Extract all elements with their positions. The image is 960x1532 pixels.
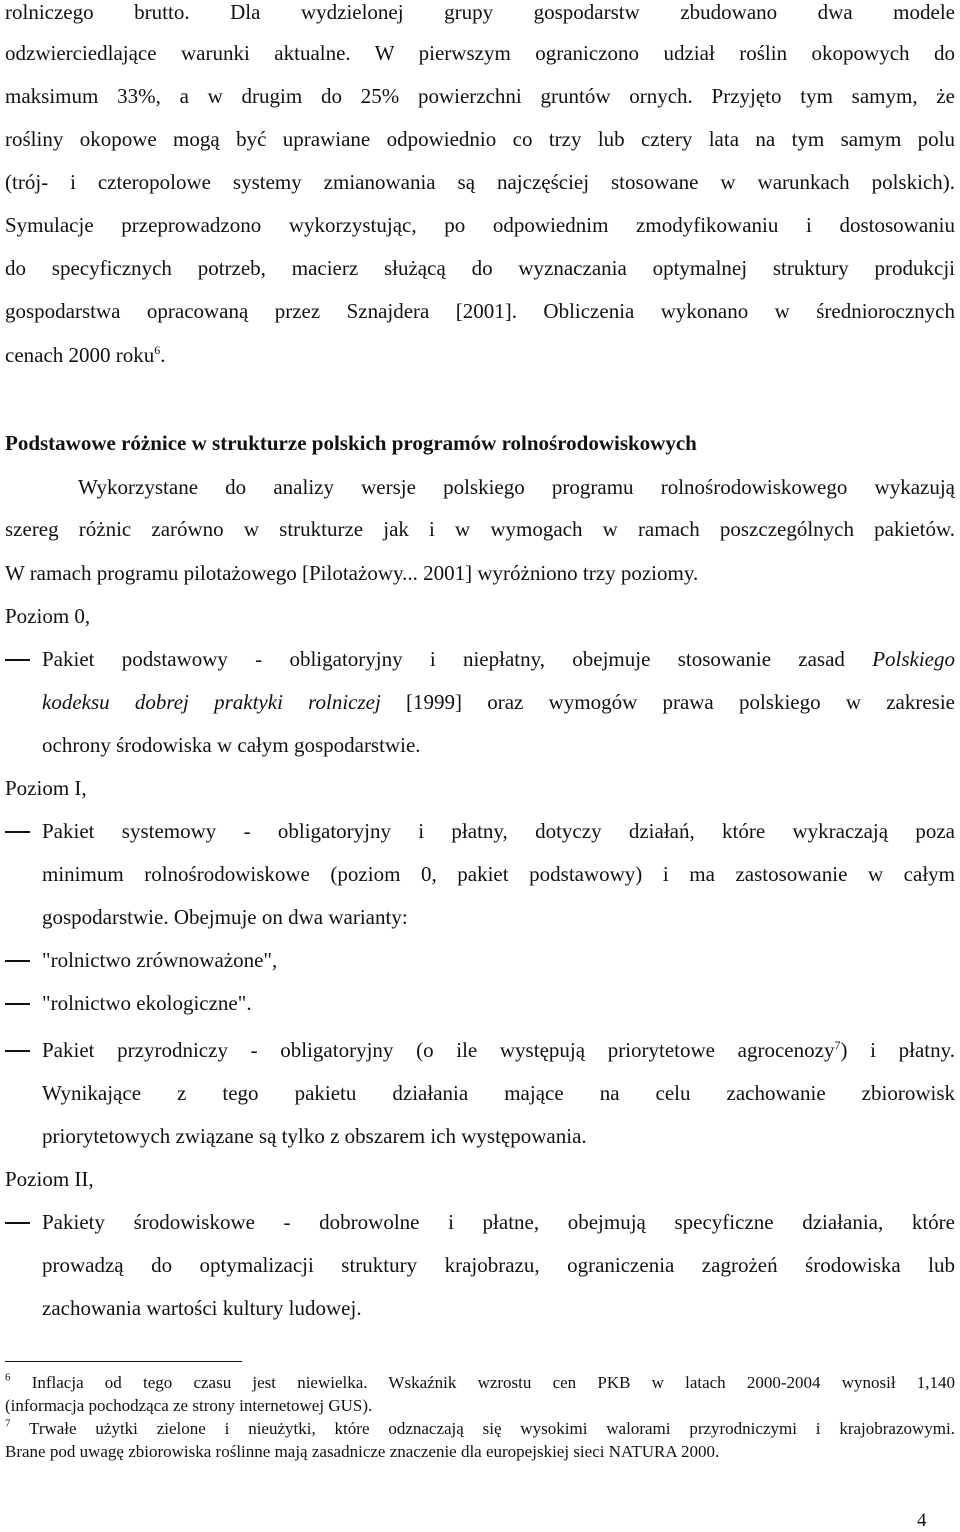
footnote-6-number: 6: [5, 1371, 11, 1384]
para1-line2: odzwierciedlające warunki aktualne. W pierwszym ograniczono udział roślin okopowych do: [5, 41, 955, 65]
level2-title: Poziom II,: [5, 1167, 94, 1191]
level0-bullet1-italic: Polskiego: [872, 647, 955, 671]
dash-bullet: [5, 960, 30, 962]
para2-line3: W ramach programu pilotażowego [Pilotażowy... 2001] wyróżniono trzy poziomy.: [5, 561, 699, 585]
level1-bullet2-text-end: ) i płatny.: [840, 1038, 955, 1062]
footnote-7-text: Trwałe użytki zielone i nieużytki, które odznaczają się wysokimi walorami przyrodniczymi i krajobrazowymi.: [29, 1419, 955, 1438]
footnote-6-line2: (informacja pochodząca ze strony internetowej GUS).: [5, 1396, 373, 1415]
footnote-6-line1: [5, 1373, 955, 1393]
level0-bullet1-line3: ochrony środowiska w całym gospodarstwie.: [42, 733, 421, 757]
para1-line4: rośliny okopowe mogą być uprawiane odpowiednio co trzy lub cztery lata na tym samym polu: [5, 127, 955, 151]
level0-title: Poziom 0,: [5, 604, 91, 628]
para1-line7: do specyficznych potrzeb, macierz służącą do wyznaczania optymalnej struktury produkcji: [5, 256, 955, 280]
level1-variant2: "rolnictwo ekologiczne".: [42, 991, 252, 1015]
para2-line2: szereg różnic zarówno w strukturze jak i w wymogach w ramach poszczególnych pakietów.: [5, 517, 955, 541]
level1-title: Poziom I,: [5, 776, 87, 800]
dash-bullet: [5, 831, 30, 833]
dash-bullet: [5, 1050, 30, 1052]
dash-bullet: [5, 659, 30, 661]
level1-bullet1-line3: gospodarstwie. Obejmuje on dwa warianty:: [42, 905, 408, 929]
footnote-ref-7: 7: [834, 1038, 841, 1053]
para1-line9-text: cenach 2000 roku: [5, 343, 155, 367]
level1-bullet1-line2: minimum rolnośrodowiskowe (poziom 0, pakiet podstawowy) i ma zastosowanie w całym: [42, 862, 955, 886]
para1-line9-end: .: [160, 343, 166, 367]
footnote-7-line1: [5, 1419, 955, 1439]
para1-line6: Symulacje przeprowadzono wykorzystując, po odpowiednim zmodyfikowaniu i dostosowaniu: [5, 213, 955, 237]
level1-bullet1-line1: Pakiet systemowy - obligatoryjny i płatny, dotyczy działań, które wykraczają poza: [42, 819, 955, 843]
level1-variant1: "rolnictwo zrównoważone",: [42, 948, 278, 972]
level0-bullet1-text: Pakiet podstawowy - obligatoryjny i niepłatny, obejmuje stosowanie zasad: [42, 647, 873, 671]
level0-bullet1-line2: [42, 690, 955, 714]
dash-bullet: [5, 1003, 30, 1005]
footnote-separator: [5, 1361, 242, 1362]
footnote-7-line2: Brane pod uwagę zbiorowiska roślinne mają zasadnicze znaczenie dla europejskiej sieci NATURA 2000.: [5, 1442, 720, 1461]
level0-bullet1-italic-2: kodeksu dobrej praktyki rolniczej: [42, 690, 381, 714]
page-number: 4: [917, 1510, 927, 1531]
para1-line5: (trój- i czteropolowe systemy zmianowania są najczęściej stosowane w warunkach polskich).: [5, 170, 955, 194]
level1-bullet2-text: Pakiet przyrodniczy - obligatoryjny (o ile występują priorytetowe agrocenozy: [42, 1038, 835, 1062]
dash-bullet: [5, 1222, 30, 1224]
section-heading: Podstawowe różnice w strukturze polskich programów rolnośrodowiskowych: [5, 431, 697, 455]
para1-line3: maksimum 33%, a w drugim do 25% powierzchni gruntów ornych. Przyjęto tym samym, że: [5, 84, 955, 108]
level2-bullet1-line1: Pakiety środowiskowe - dobrowolne i płatne, obejmują specyficzne działania, które: [42, 1210, 955, 1234]
footnote-7-number: 7: [5, 1417, 11, 1430]
level2-bullet1-line3: zachowania wartości kultury ludowej.: [42, 1296, 362, 1320]
para1-line8: gospodarstwa opracowaną przez Sznajdera [2001]. Obliczenia wykonano w średniorocznych: [5, 299, 955, 323]
level1-bullet2-line3: priorytetowych związane są tylko z obszarem ich występowania.: [42, 1124, 587, 1148]
level0-bullet1-line1: [42, 647, 955, 671]
footnote-6-text: Inflacja od tego czasu jest niewielka. Wskaźnik wzrostu cen PKB w latach 2000-2004 wynosił 1,140: [31, 1373, 955, 1392]
level1-bullet2-line2: Wynikające z tego pakietu działania mające na celu zachowanie zbiorowisk: [42, 1081, 955, 1105]
footnote-ref-6: 6: [154, 343, 161, 358]
para1-line9: [5, 343, 166, 367]
level0-bullet1-text-2: [1999] oraz wymogów prawa polskiego w zakresie: [380, 690, 955, 714]
para1-line1: rolniczego brutto. Dla wydzielonej grupy gospodarstw zbudowano dwa modele: [5, 0, 955, 24]
para2-line1: Wykorzystane do analizy wersje polskiego programu rolnośrodowiskowego wykazują: [78, 475, 955, 499]
level1-bullet2-line1: [42, 1038, 955, 1062]
level2-bullet1-line2: prowadzą do optymalizacji struktury krajobrazu, ograniczenia zagrożeń środowiska lub: [42, 1253, 955, 1277]
